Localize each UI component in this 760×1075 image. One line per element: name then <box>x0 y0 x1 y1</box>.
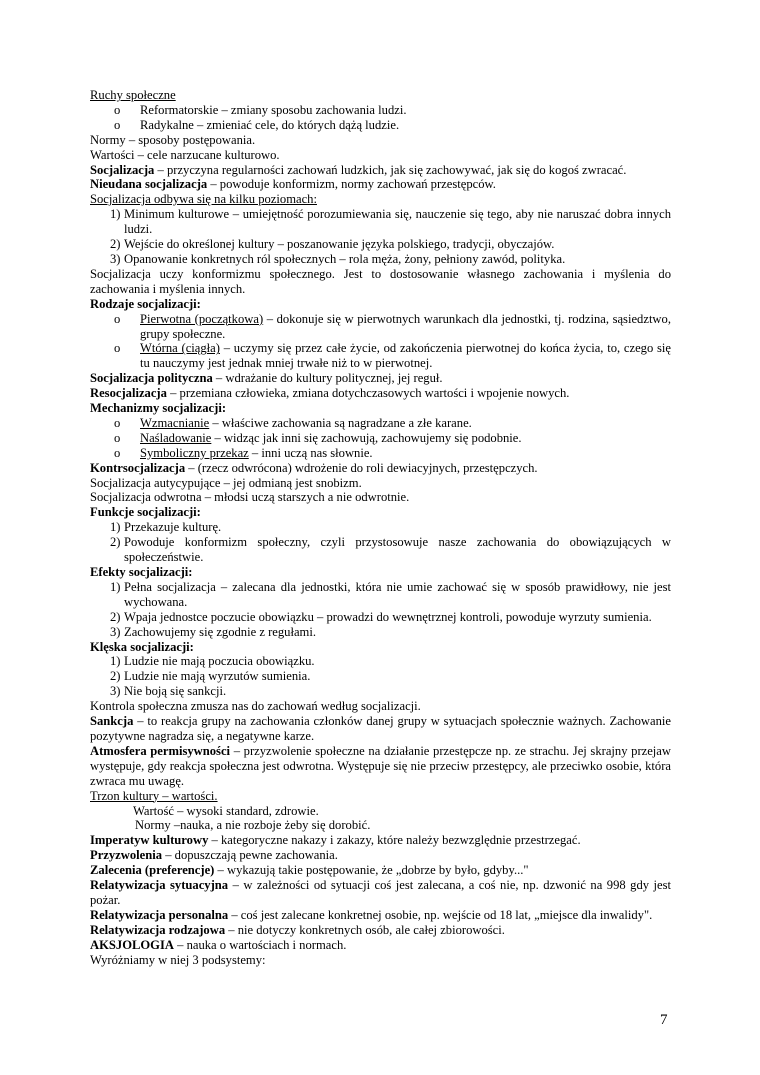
list-item: 1) Przekazuje kulturę. <box>110 520 222 535</box>
page-number: 7 <box>660 1012 668 1028</box>
list-item: 3) Opanowanie konkretnych ról społecznych – rola męża, żony, pełniony zawód, polityka. <box>110 251 566 266</box>
bullet-marker: o <box>114 117 121 132</box>
bullet-marker: o <box>114 415 121 430</box>
section-heading-trzon: Trzon kultury – wartości. <box>90 788 218 803</box>
definition-przyzwolenia: Przyzwolenia – dopuszczają pewne zachowania. <box>90 848 338 863</box>
list-item: 2) Ludzie nie mają wyrzutów sumienia. <box>110 669 311 684</box>
paragraph-autycypujace: Socjalizacja autycypujące – jej odmianą jest snobizm. <box>90 475 362 490</box>
section-heading-efekty: Efekty socjalizacji: <box>90 565 193 579</box>
list-item: 3) Nie boją się sankcji. <box>110 684 227 699</box>
definition-nieudana: Nieudana socjalizacja – powoduje konformizm, normy zachowań przestępców. <box>90 177 496 192</box>
list-item: 2) Powoduje konformizm społeczny, czyli przystosowuje nasze zachowania do obowiązujących w społeczeństwie. <box>110 535 671 565</box>
bullet-marker: o <box>114 445 121 460</box>
definition-sankcja: Sankcja – to reakcja grupy na zachowania członków danej grupy w sytuacjach społecznie ważnych. Zachowanie pozytywne nagradza się, a negatywne karze. <box>90 714 671 743</box>
section-heading-mechanizmy: Mechanizmy socjalizacji: <box>90 401 227 416</box>
paragraph-wartosci: Wartości – cele narzucane kulturowo. <box>90 147 280 162</box>
list-item: o Radykalne – zmieniać cele, do których dążą ludzie. <box>114 117 400 132</box>
list-item: o Wtórna (ciągła) – uczymy się przez całe życie, od zakończenia pierwotnej do końca życia, to, czego się tu nauczymy jest jednak mniej trwałe niż to w pierwotnej. <box>114 341 671 371</box>
section-heading-ruchy: Ruchy społeczne <box>90 88 176 102</box>
section-heading-kleska: Klęska socjalizacji: <box>90 639 194 654</box>
list-item: 1) Minimum kulturowe – umiejętność porozumiewania się, nauczenie się tego, aby nie naruszać dobra innych ludzi. <box>110 207 671 237</box>
definition-sytuacyjna: Relatywizacja sytuacyjna – w zależności od sytuacji coś jest zalecana, a coś nie, np. dzwonić na 998 gdy jest pożar. <box>90 878 671 907</box>
definition-polityczna: Socjalizacja polityczna – wdrażanie do kultury politycznej, jej reguł. <box>90 371 443 386</box>
paragraph-kontrola: Kontrola społeczna zmusza nas do zachowań według socjalizacji. <box>90 699 421 714</box>
bullet-marker: o <box>114 102 121 117</box>
list-item: 3) Zachowujemy się zgodnie z regułami. <box>110 624 316 639</box>
definition-aksjologia: AKSJOLOGIA – nauka o wartościach i normach. <box>90 937 347 952</box>
paragraph-odwrotna: Socjalizacja odwrotna – młodsi uczą starszych a nie odwrotnie. <box>90 490 410 505</box>
paragraph-podsystemy: Wyróżniamy w niej 3 podsystemy: <box>90 952 266 967</box>
list-item: o Pierwotna (początkowa) – dokonuje się w pierwotnych warunkach dla jednostki, tj. rodzina, sąsiedztwo, grupy społeczne. <box>114 311 671 341</box>
document-page <box>90 88 671 967</box>
definition-permisywnosci: Atmosfera permisywności – przyzwolenie społeczne na działanie przestępcze np. ze strachu. Jej skrajny przejaw występuje, gdy reakcja społeczna jest odwrotna. Występuje się nie przeciw przestępcy, ale przeciwko osobie, która zwraca mu uwagę. <box>90 743 671 788</box>
list-item: o Reformatorskie – zmiany sposobu zachowania ludzi. <box>114 102 407 117</box>
list-item: o Wzmacnianie – właściwe zachowania są nagradzane a złe karane. <box>114 415 472 430</box>
paragraph-konformizm: Socjalizacja uczy konformizmu społecznego. Jest to dostosowanie własnego zachowania i myślenia do zachowania i myślenia innych. <box>90 266 671 296</box>
definition-imperatyw: Imperatyw kulturowy – kategoryczne nakazy i zakazy, które należy bezwzględnie przestrzegać. <box>90 833 581 848</box>
definition-personalna: Relatywizacja personalna – coś jest zalecane konkretnej osobie, np. wejście od 18 lat, „miejsce dla inwalidy". <box>90 907 653 922</box>
section-heading-poziomy: Socjalizacja odbywa się na kilku poziomach: <box>90 192 317 207</box>
list-item: 1) Ludzie nie mają poczucia obowiązku. <box>110 654 315 669</box>
paragraph-wartosc: Wartość – wysoki standard, zdrowie. <box>133 803 319 818</box>
paragraph-normy: Normy – sposoby postępowania. <box>90 132 256 147</box>
definition-resocjalizacja: Resocjalizacja – przemiana człowieka, zmiana dotychczasowych wartości i wpojenie nowych. <box>90 386 570 401</box>
section-heading-funkcje: Funkcje socjalizacji: <box>90 505 201 520</box>
bullet-marker: o <box>114 311 121 326</box>
list-item: 2) Wejście do określonej kultury – poszanowanie języka polskiego, tradycji, obyczajów. <box>110 237 555 252</box>
list-item: 2) Wpaja jednostce poczucie obowiązku – prowadzi do wewnętrznej kontroli, powoduje wyrzuty sumienia. <box>110 609 652 624</box>
list-item: o Naśladowanie – widząc jak inni się zachowują, zachowujemy się podobnie. <box>114 430 522 445</box>
definition-zalecenia: Zalecenia (preferencje) – wykazują takie postępowanie, że „dobrze by było, gdyby..." <box>90 863 529 878</box>
definition-rodzajowa: Relatywizacja rodzajowa – nie dotyczy konkretnych osób, ale całej zbiorowości. <box>90 922 505 937</box>
definition-kontrsocjalizacja: Kontrsocjalizacja – (rzecz odwrócona) wdrożenie do roli dewiacyjnych, przestępczych. <box>90 460 538 475</box>
list-item: 1) Pełna socjalizacja – zalecana dla jednostki, która nie umie zachować się w sposób prawidłowy, nie jest wychowana. <box>110 579 671 609</box>
list-item: o Symboliczny przekaz – inni uczą nas słownie. <box>114 445 373 460</box>
bullet-marker: o <box>114 430 121 445</box>
bullet-marker: o <box>114 341 121 356</box>
section-heading-rodzaje: Rodzaje socjalizacji: <box>90 296 201 311</box>
definition-socjalizacja: Socjalizacja – przyczyna regularności zachowań ludzkich, jak się zachowywać, jak się do kogoś zwracać. <box>90 162 627 177</box>
paragraph-normy-nauka: Normy –nauka, a nie rozboje żeby się dorobić. <box>135 818 371 833</box>
